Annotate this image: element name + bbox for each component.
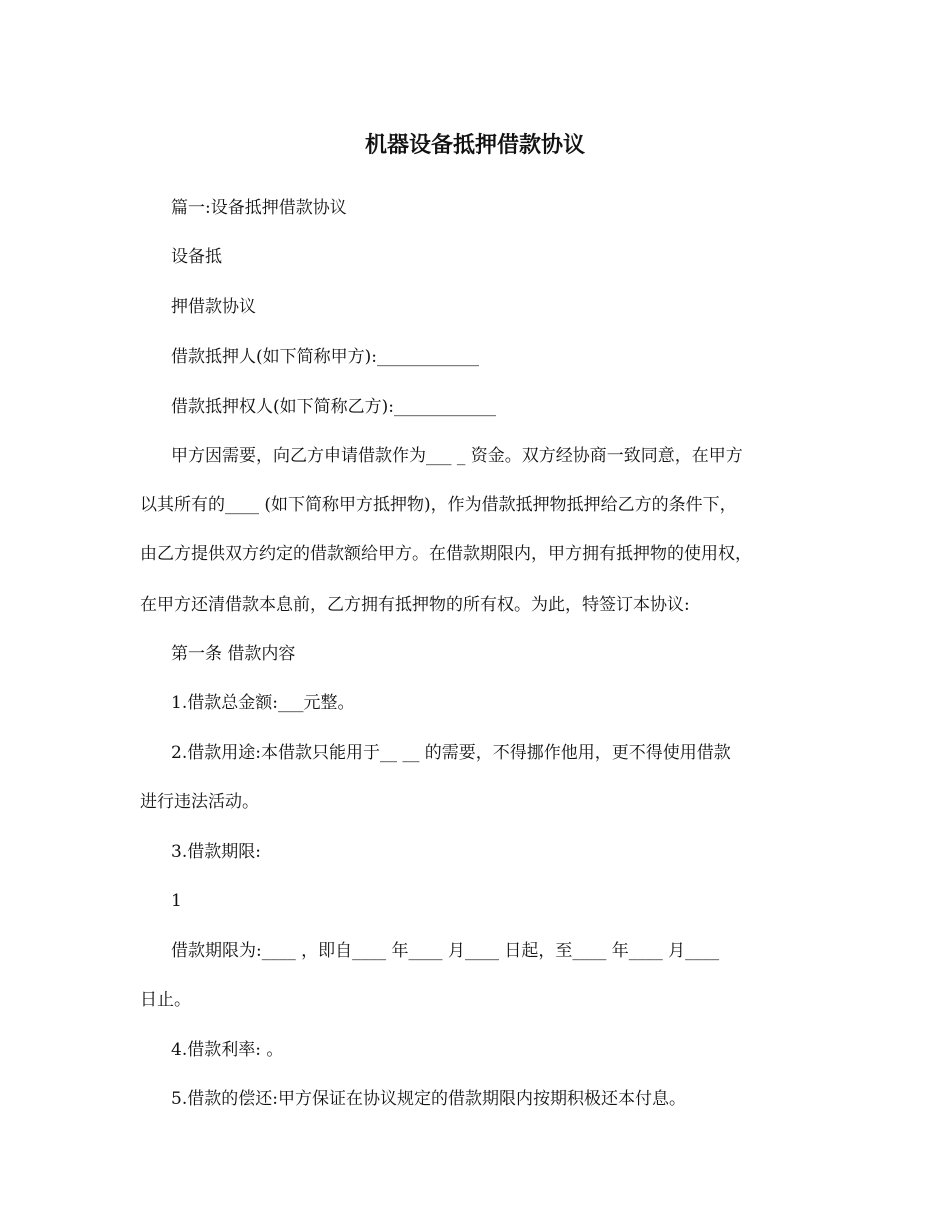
clause-line: 4.借款利率: 。 <box>171 1040 284 1060</box>
article-heading: 第一条 借款内容 <box>171 644 296 664</box>
clause-line: 5.借款的偿还:甲方保证在协议规定的借款期限内按期积极还本付息。 <box>171 1089 686 1109</box>
lender-line: 借款抵押权人(如下简称乙方):____________ <box>171 397 496 417</box>
paragraph-line: 甲方因需要，向乙方申请借款作为___ _ 资金。双方经协商一致同意，在甲方 <box>171 446 743 466</box>
page-number: 1 <box>171 891 182 911</box>
document-title: 机器设备抵押借款协议 <box>364 132 585 158</box>
section-heading: 篇一:设备抵押借款协议 <box>171 198 347 218</box>
paragraph-line: 由乙方提供双方约定的借款额给甲方。在借款期限内，甲方拥有抵押物的使用权， <box>140 544 752 564</box>
clause-line: 1.借款总金额:___元整。 <box>171 693 355 713</box>
clause-line: 进行违法活动。 <box>140 792 259 812</box>
paragraph-line: 押借款协议 <box>171 297 256 317</box>
clause-line: 日止。 <box>140 990 191 1010</box>
clause-line: 2.借款用途:本借款只能用于__ __ 的需要，不得挪作他用，更不得使用借款 <box>171 743 731 763</box>
borrower-line: 借款抵押人(如下简称甲方):____________ <box>171 347 479 367</box>
paragraph-line: 在甲方还清借款本息前，乙方拥有抵押物的所有权。为此，特签订本协议: <box>140 595 690 615</box>
clause-line: 借款期限为:____ ，即自____ 年____ 月____ 日起，至____ 年____ 月____ <box>171 941 720 961</box>
paragraph-line: 设备抵 <box>171 247 222 267</box>
clause-line: 3.借款期限: <box>171 842 261 862</box>
paragraph-line: 以其所有的____ (如下简称甲方抵押物)，作为借款抵押物抵押给乙方的条件下， <box>140 495 737 515</box>
